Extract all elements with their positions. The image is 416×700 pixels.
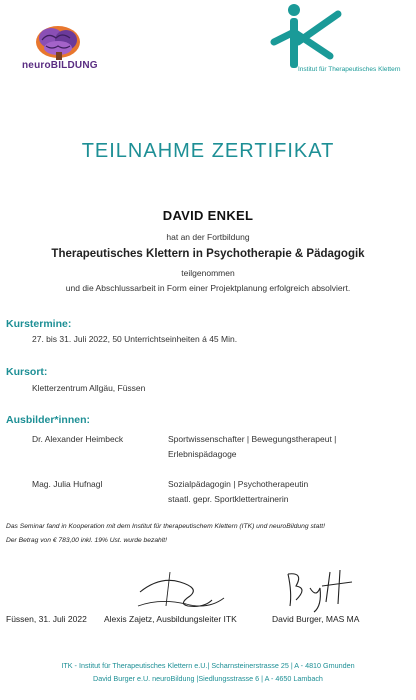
participant-name: DAVID ENKEL [162,208,254,223]
neurobildung-logo-text: neuroBILDUNG [22,60,98,71]
trainer-role: Erlebnispädagoge [168,449,237,459]
cooperation-note: Das Seminar fand in Kooperation mit dem Institut für therapeutischem Klettern (ITK) und neuroBildung statt! [6,523,325,530]
certificate-title: TEILNAHME ZERTIFIKAT [81,140,335,162]
trainer-name: Dr. Alexander Heimbeck [32,434,124,444]
intro-text: hat an der Fortbildung [166,232,250,242]
location-heading: Kursort: [6,366,48,378]
trainer-role: Sozialpädagogin | Psychotherapeutin [168,479,309,489]
payment-note: Der Betrag von € 783,00 inkl. 19% Ust. wurde bezahlt! [6,537,167,544]
signature-alexis-zajetz [130,562,230,614]
participated-text: teilgenommen [181,268,235,278]
signer-david-burger: David Burger, MAS MA [272,614,360,624]
place-date: Füssen, 31. Juli 2022 [6,614,87,624]
trainer-role: staatl. gepr. Sportklettertrainerin [168,494,289,504]
signature-david-burger [282,562,362,614]
dates-text: 27. bis 31. Juli 2022, 50 Unterrichtseinheiten á 45 Min. [32,334,238,344]
trainers-heading: Ausbilder*innen: [6,414,91,426]
itk-logo-text: Institut für Therapeutisches Klettern [298,66,401,73]
trainer-role: Sportwissenschafter | Bewegungstherapeut | [168,434,337,444]
location-text: Kletterzentrum Allgäu, Füssen [32,383,146,393]
trainer-name: Mag. Julia Hufnagl [32,479,103,489]
footer-line-neurobildung: David Burger e.U. neuroBildung |Siedlungsstrasse 6 | A - 4650 Lambach [93,674,323,683]
signer-alexis-zajetz: Alexis Zajetz, Ausbildungsleiter ITK [104,614,237,624]
footer-line-itk: ITK - Institut für Therapeutisches Klettern e.U.| Scharnsteinerstrasse 25 | A - 4810 Gmunden [61,661,355,670]
dates-heading: Kurstermine: [6,318,72,330]
course-title: Therapeutisches Klettern in Psychotherapie & Pädagogik [51,248,365,260]
completion-text: und die Abschlussarbeit in Form einer Projektplanung erfolgreich absolviert. [65,283,351,293]
